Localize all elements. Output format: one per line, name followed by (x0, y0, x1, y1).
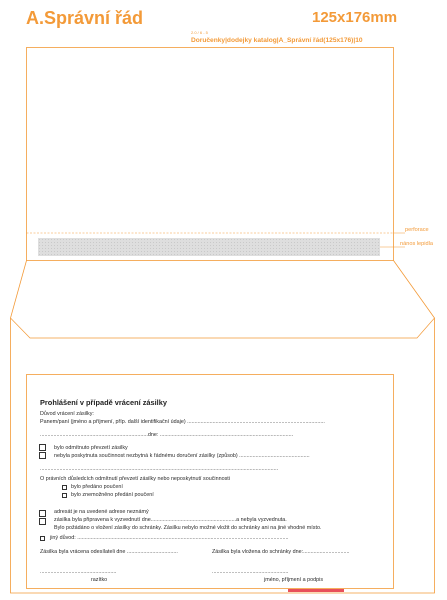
checkbox-other-reason[interactable] (40, 536, 45, 541)
perforation-label: perforace (405, 227, 429, 233)
mailbox-notice: Bylo požádáno o vložení zásilky do schránky. Zásilku nebylo možné vložit do schránky ani na jiné vhodné místo. (54, 525, 322, 531)
prepared-pickup-label: zásilka byla připravena k vyzvednutí dne.........................................................a nebyla vyzvednuta. (54, 517, 287, 523)
advice-impossible-label: bylo znemožněno předání poučení (71, 492, 154, 498)
checkbox-advice-impossible[interactable] (62, 493, 67, 498)
form-heading: Prohlášení v případě vrácení zásilky (40, 398, 167, 407)
checkbox-unknown-addressee[interactable] (39, 510, 46, 517)
checkbox-refused[interactable] (39, 444, 46, 451)
date-line: ........................................................................dne: ......................................................................................... (40, 432, 294, 438)
signature-label: jméno, příjmení a podpis (264, 577, 324, 583)
no-cooperation-label: nebyla poskytnuta součinnost nezbytná k řádnému doručení zásilky (způsob) ............................................... (54, 453, 310, 459)
advice-given-label: bylo předáno poučení (71, 484, 123, 490)
envelope-size: 125x176mm (312, 9, 398, 26)
addressee-line: Panem/paní (jméno a příjmení, příp. další identifikační údaje) ............................................................................................ (40, 419, 325, 425)
returned-to-sender-line: Zásilka byla vrácena odesílateli dne .................................. (40, 549, 178, 555)
stamp-dots: ................................................... (40, 569, 117, 575)
dotted-line: ............................................................................................................................................................... (40, 466, 279, 472)
refused-take-label: bylo odmítnuto převzetí zásilky (54, 445, 128, 451)
checkbox-advice-given[interactable] (62, 485, 67, 490)
reason-label: Důvod vrácení zásilky: (40, 411, 94, 417)
catalog-path: Doručenky|dodejky katalog|A_Správní řád(125x176)|10 (191, 37, 363, 44)
checkbox-prepared-pickup[interactable] (39, 518, 46, 525)
stamp-label: razítko (91, 577, 108, 583)
unknown-addressee-label: adresát je na uvedené adrese neznámý (54, 509, 149, 515)
envelope-flap (27, 48, 394, 261)
glue-label: nános lepidla (400, 241, 433, 247)
envelope-body (11, 261, 435, 594)
placed-in-box-line: Zásilka byla vložena do schránky dne:............................... (212, 549, 350, 555)
consequence-label: O právních důsledcích odmítnutí převzetí zásilky nebo neposkytnutí součinnosti (40, 476, 230, 482)
document-title: A.Správní řád (26, 8, 144, 28)
other-reason-label: jiný důvod: ............................................................................................................................................. (50, 535, 289, 541)
checkbox-no-cooperation[interactable] (39, 452, 46, 459)
document-code: 2.0 / 6 - 5 (191, 30, 208, 35)
signature-highlight-mark (288, 589, 344, 592)
signature-dots: ................................................... (212, 569, 289, 575)
glue-band (38, 238, 380, 256)
envelope-fold (11, 318, 435, 338)
